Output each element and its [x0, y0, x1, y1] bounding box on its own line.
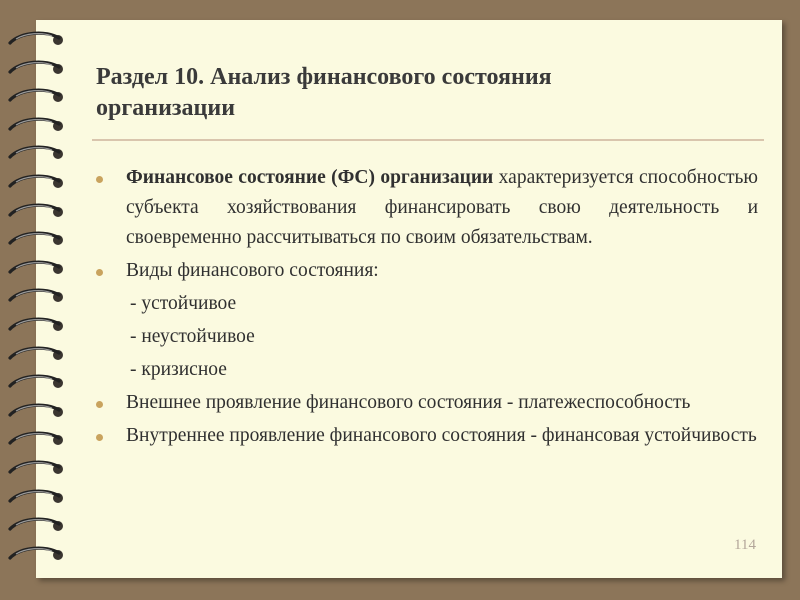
spiral-binding-ring-icon — [6, 316, 68, 334]
spiral-binding-ring-icon — [6, 430, 68, 448]
spiral-binding-ring-icon — [6, 30, 68, 48]
spiral-binding-ring-icon — [6, 345, 68, 363]
definition-term: Финансовое состояние (ФС) организации — [126, 167, 494, 188]
notebook-page — [36, 20, 782, 578]
sub-item-unstable — [96, 322, 758, 352]
bullet-item-types — [96, 256, 758, 286]
types-heading: Виды финансового состояния: — [126, 260, 379, 281]
spiral-binding-ring-icon — [6, 116, 68, 134]
spiral-binding-ring-icon — [6, 87, 68, 105]
page-number: 114 — [734, 537, 756, 553]
spiral-binding-ring-icon — [6, 202, 68, 220]
spiral-binding-ring-icon — [6, 230, 68, 248]
bullet-icon — [96, 176, 103, 183]
slide-title — [96, 62, 736, 124]
sub-item-label: - кризисное — [130, 359, 227, 380]
spiral-binding-ring-icon — [6, 459, 68, 477]
spiral-binding-ring-icon — [6, 173, 68, 191]
internal-text: Внутреннее проявление финансового состояния - финансовая устойчивость — [126, 425, 757, 446]
spiral-binding-ring-icon — [6, 59, 68, 77]
definition-text: характеризуется способностью субъекта хозяйствования финансировать свою деятельность и своевременно рассчитываться по своим обязательствам. — [126, 167, 758, 248]
bullet-icon — [96, 269, 103, 276]
title-line-1: Раздел 10. Анализ финансового состояния — [96, 64, 552, 90]
spiral-binding-ring-icon — [6, 287, 68, 305]
bullet-icon — [96, 401, 103, 408]
sub-item-crisis — [96, 355, 758, 385]
bullet-item-external — [96, 388, 758, 418]
sub-item-label: - неустойчивое — [130, 326, 255, 347]
slide-body — [96, 163, 758, 454]
spiral-binding-ring-icon — [6, 488, 68, 506]
title-line-2: организации — [96, 95, 236, 121]
spiral-binding-ring-icon — [6, 402, 68, 420]
spiral-binding-ring-icon — [6, 259, 68, 277]
spiral-binding-ring-icon — [6, 373, 68, 391]
external-text: Внешнее проявление финансового состояния - платежеспособность — [126, 392, 691, 413]
bullet-icon — [96, 434, 103, 441]
sub-item-label: - устойчивое — [130, 293, 237, 314]
spiral-binding-ring-icon — [6, 545, 68, 563]
spiral-binding-ring-icon — [6, 144, 68, 162]
title-divider — [92, 139, 764, 141]
spiral-binding-ring-icon — [6, 516, 68, 534]
bullet-item-internal — [96, 421, 758, 451]
sub-item-stable — [96, 289, 758, 319]
bullet-item-definition — [96, 163, 758, 253]
